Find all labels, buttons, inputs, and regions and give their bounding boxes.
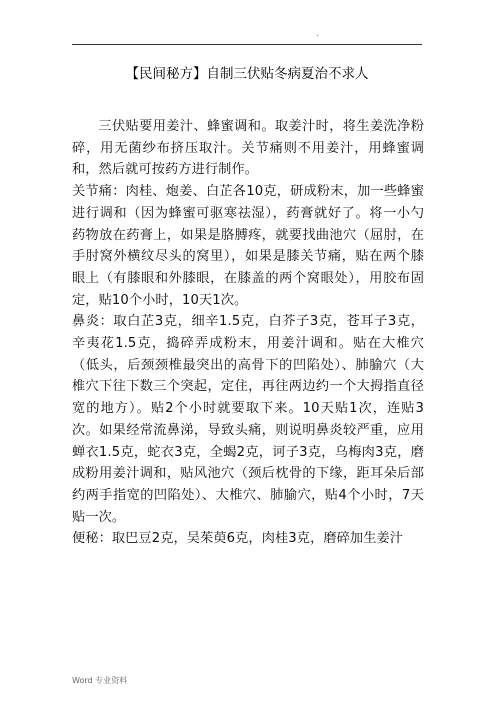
document-title: 【民间秘方】自制三伏贴冬病夏治不求人 [125,66,369,82]
header-mark: . [316,29,319,38]
paragraph-rhinitis: 鼻炎：取白芷3克，细辛1.5克，白芥子3克，苍耳子3克，辛夷花1.5克，捣碎弄成粉末，用姜汁调和。贴在大椎穴（低头，后颈颈椎最突出的高骨下的凹陷处）、肺腧穴（大椎穴下往下数三个突起，定住，再往两边约一个大拇指直径宽的地方）。贴2个小时就要取下来。10天贴1次，连贴3次。如果经常流鼻涕，导致头痛，则说明鼻炎较严重，应用蝉衣1.5克，蛇衣3克，全蝎2克，诃子3克，乌梅肉3克，磨成粉用姜汁调和，贴风池穴（颈后枕骨的下缘，距耳朵后部约两手指宽的凹陷处）、大椎穴、肺腧穴，贴4个小时，7天贴一次。 [72,314,424,525]
document-body [72,116,424,550]
header-divider [72,44,422,45]
footer-label: Word 专业资料 [72,676,128,685]
paragraph-intro: 三伏贴要用姜汁、蜂蜜调和。取姜汁时，将生姜洗净粉碎，用无菌纱布挤压取汁。关节痛则不用姜汁，用蜂蜜调和，然后就可按药方进行制作。 [72,119,424,178]
paragraph-constipation: 便秘：取巴豆2克，吴茱萸6克，肉桂3克，磨碎加生姜汁 [72,531,404,547]
paragraph-joint-pain: 关节痛：肉桂、炮姜、白芷各10克，研成粉末，加一些蜂蜜进行调和（因为蜂蜜可驱寒祛湿），药膏就好了。将一小勺药物放在药膏上，如果是胳膊疼，就要找曲池穴（屈肘，在手肘窝外横纹尽头的窝里），如果是膝关节痛，贴在两个膝眼上（有膝眼和外膝眼，在膝盖的两个窝眼处），用胶布固定，贴10个小时，10天1次。 [72,184,424,308]
